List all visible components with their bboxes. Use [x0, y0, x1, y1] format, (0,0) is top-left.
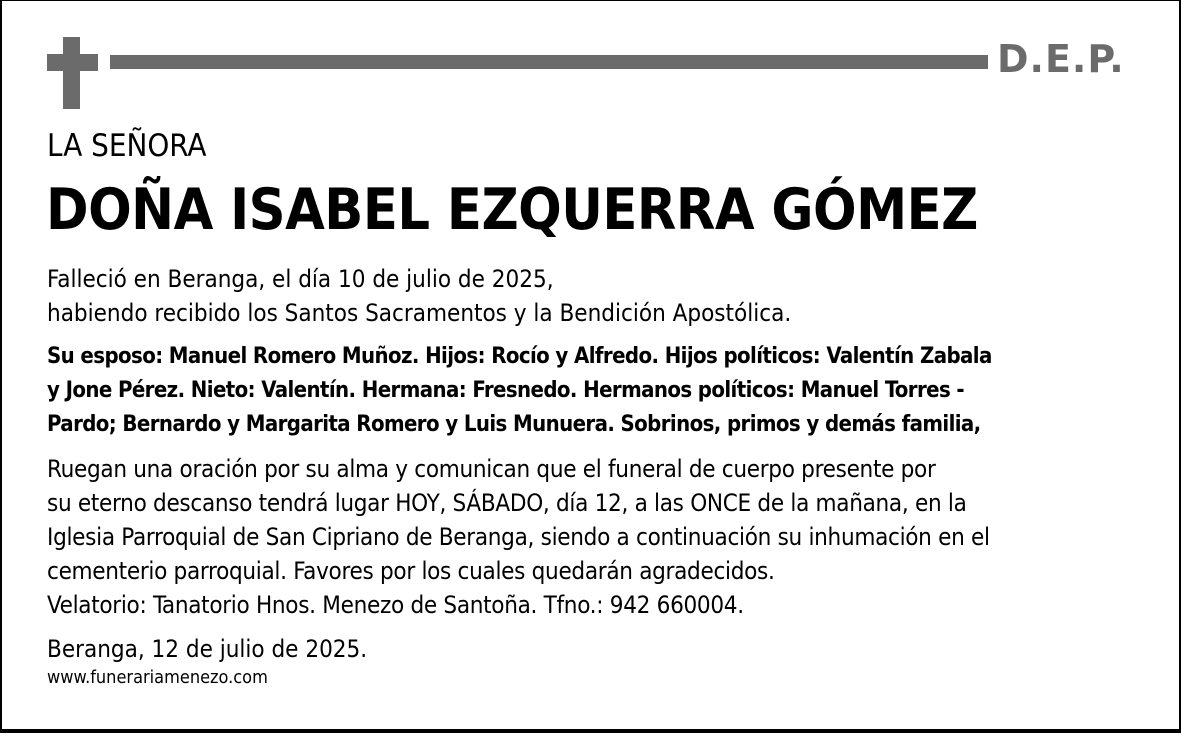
website-link[interactable]: www.funerariamenezo.com — [47, 667, 268, 688]
funeral-line: Ruegan una oración por su alma y comunican que el funeral de cuerpo presente por — [47, 455, 936, 483]
cross-icon-vertical — [63, 37, 80, 109]
intro-paragraph — [47, 262, 1147, 330]
intro-line: habiendo recibido los Santos Sacramentos y la Bendición Apostólica. — [47, 299, 792, 327]
family-line: y Jone Pérez. Nieto: Valentín. Hermana: Fresnedo. Hermanos políticos: Manuel Torres - — [47, 378, 965, 403]
funeral-paragraph — [47, 452, 1157, 622]
cross-icon-horizontal — [47, 54, 98, 71]
header-rule — [110, 55, 988, 69]
dep-label: D.E.P. — [997, 37, 1125, 81]
family-paragraph — [47, 340, 1147, 442]
funeral-line: Velatorio: Tanatorio Hnos. Menezo de Santoña. Tfno.: 942 660004. — [47, 591, 744, 619]
funeral-line: Iglesia Parroquial de San Cipriano de Beranga, siendo a continuación su inhumación en el — [47, 523, 990, 551]
family-line: Pardo; Bernardo y Margarita Romero y Luis Munuera. Sobrinos, primos y demás familia, — [47, 412, 981, 437]
deceased-title: LA SEÑORA — [47, 128, 207, 164]
funeral-line: su eterno descanso tendrá lugar HOY, SÁBADO, día 12, a las ONCE de la mañana, en la — [47, 489, 967, 517]
place-date: Beranga, 12 de julio de 2025. — [47, 635, 368, 663]
intro-line: Falleció en Beranga, el día 10 de julio de 2025, — [47, 265, 554, 293]
deceased-name: DOÑA ISABEL EZQUERRA GÓMEZ — [46, 177, 978, 243]
funeral-line: cementerio parroquial. Favores por los cuales quedarán agradecidos. — [47, 557, 775, 585]
family-line: Su esposo: Manuel Romero Muñoz. Hijos: Rocío y Alfredo. Hijos políticos: Valentín Zabala — [47, 344, 992, 369]
